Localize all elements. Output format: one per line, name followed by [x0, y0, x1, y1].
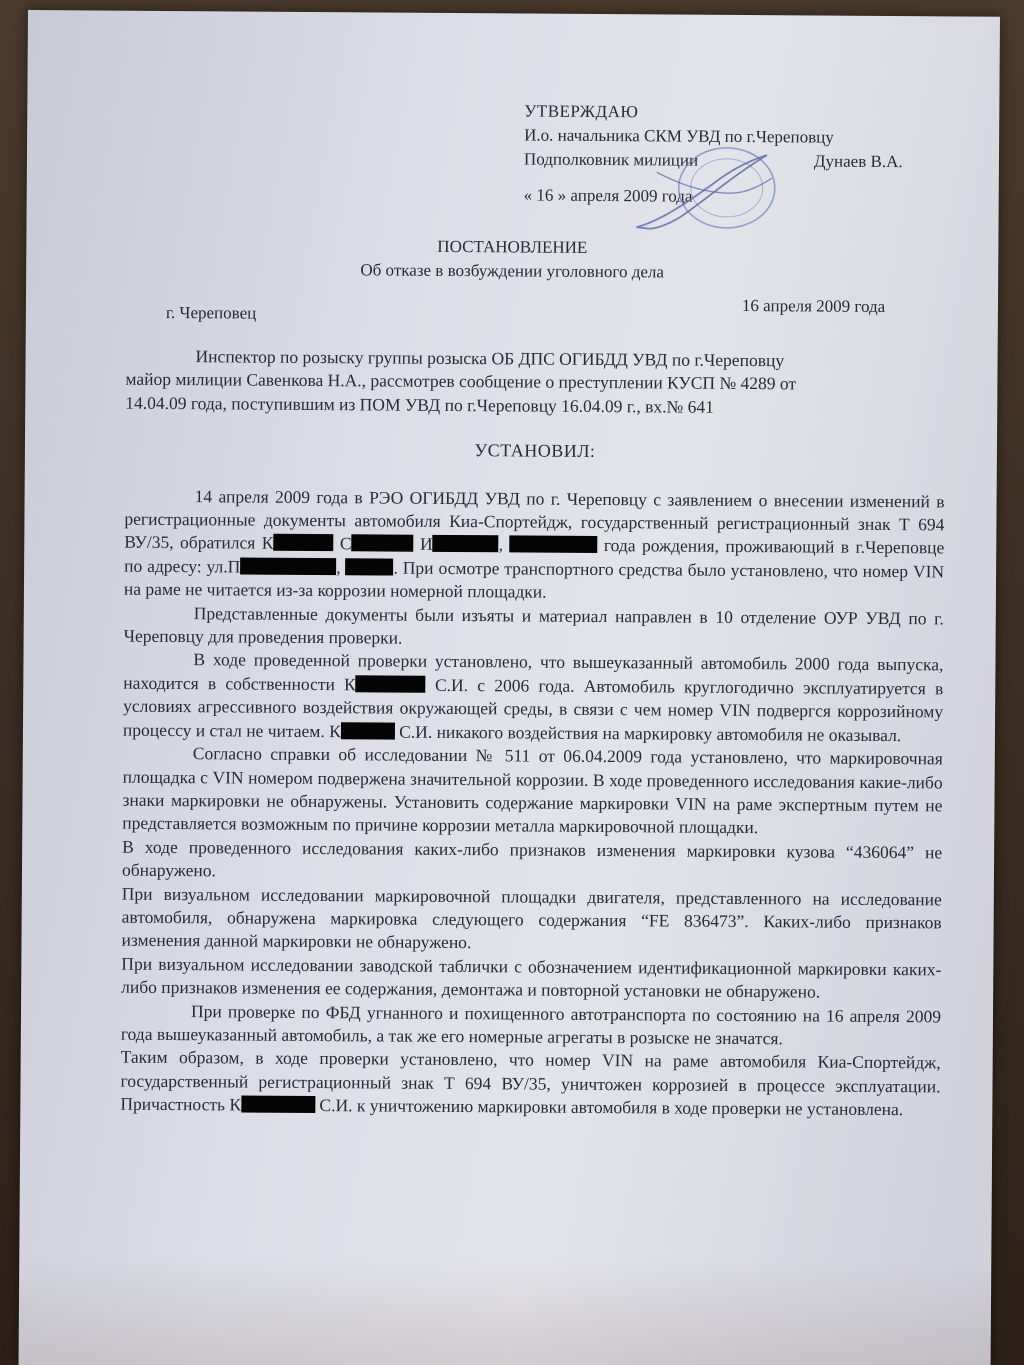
- intro-line3: 14.04.09 года, поступившим из ПОМ УВД по г.Череповцу 16.04.09 г., вх.№ 641: [125, 392, 714, 417]
- document-city: г. Череповец: [165, 302, 257, 323]
- intro-line1: Инспектор по розыску группы розыска ОБ ДПС ОГИБДД УВД по г.Череповцу: [195, 346, 785, 371]
- paragraph-1: [124, 484, 945, 607]
- document-page: [19, 10, 1000, 1365]
- paragraph-2: Представленные документы были изъяты и материал направлен в 10 отделение ОУР УВД по г. Череповцу для проведения проверки.: [123, 602, 944, 648]
- paragraph-3-text-b: С.И. с 2006 года. Автомобиль круглогодично эксплуатируется в условиях агрессивного воздействия окружающей среды, в связи с чем номер VIN подвергся коррозийному процессу и стал не читаем. К: [122, 674, 944, 741]
- document-type: ПОСТАНОВЛЕНИЕ: [437, 236, 588, 257]
- approval-date: « 16 » апреля 2009 года: [523, 185, 693, 206]
- signature-stamp-icon: [616, 132, 787, 253]
- paragraph-9: [120, 1046, 940, 1122]
- section-heading: УСТАНОВИЛ:: [474, 440, 596, 462]
- redaction-block: [273, 534, 333, 551]
- document-subject: Об отказе в возбуждении уголовного дела: [360, 260, 665, 282]
- approval-rank: Подполковник милиции: [523, 149, 699, 170]
- paragraph-1-text-e: года рождения, проживающий в г.Череповце по адресу: ул.П: [124, 535, 945, 577]
- redaction-block: [241, 1096, 315, 1114]
- redaction-block: [509, 536, 597, 554]
- paragraph-1-text-a: 14 апреля 2009 года в РЭО ОГИБДД УВД по г. Череповцу с заявлением о внесении изменений в регистрационные документы автомобиля Киа-Спортейдж, государственный регистрационный знак Т 694 ВУ/35, обратился К: [124, 485, 945, 554]
- paragraph-1-text-b: С: [333, 533, 352, 554]
- paragraph-1-text-d: ,: [498, 534, 510, 555]
- paragraph-9-text-a: Таким образом, в ходе проверки установлено, что номер VIN на раме автомобиля Киа-Спортейдж, государственный регистрационный знак Т 694 ВУ/35, уничтожен коррозией в процессе эксплуатации. Причастность К: [120, 1047, 941, 1115]
- document-body: [120, 345, 945, 1122]
- redaction-block: [352, 535, 414, 552]
- paragraph-5: В ходе проведенного исследования каких-либо признаков изменения маркировки кузова “436064” не обнаружено.: [121, 836, 943, 881]
- approval-heading: УТВЕРЖДАЮ: [524, 101, 639, 122]
- paragraph-1-text-c: И: [413, 534, 433, 555]
- redaction-block: [240, 557, 336, 575]
- redaction-block: [356, 675, 426, 692]
- paragraph-4: Согласно справки об исследовании № 511 от 06.04.2009 года установлено, что маркировочная площадка с VIN номером подвержена значительной коррозии. В ходе проведенного исследования какие-либо знаки маркировки не обнаружены. Установить содержание маркировки VIN на раме экспертным путем не представляется возможным по причине коррозии металла маркировочной площадки.: [122, 743, 943, 838]
- paragraph-8: При проверке по ФБД угнанного и похищенного автотранспорта по состоянию на 16 апреля 2009 года вышеуказанный автомобиль, а так же его номерные агрегаты в розыске не значатся.: [120, 1000, 942, 1049]
- paragraph-7: При визуальном исследовании заводской таблички с обозначением идентификационной маркировки каких-либо признаков изменения ее содержания, демонтажа и повторной установки не обнаружено.: [121, 953, 942, 1002]
- paragraph-3-text-a: В ходе проведенной проверки установлено, что вышеуказанный автомобиль 2000 года выпуска, находится в собственности К: [123, 649, 944, 695]
- paragraph-1-text-f: ,: [336, 557, 346, 578]
- document-date: 16 апреля 2009 года: [741, 295, 886, 316]
- paragraph-3-text-c: С.И. никакого воздействия на маркировку автомобиля не оказывал.: [394, 721, 902, 745]
- paragraph-1-text-g: . При осмотре транспортного средства было установлено, что номер VIN на раме не читается из-за коррозии номерной площадки.: [123, 557, 945, 602]
- redaction-block: [346, 558, 394, 575]
- approval-signer: Дунаев В.А.: [813, 151, 903, 172]
- paragraph-9-text-b: С.И. к уничтожению маркировки автомобиля в ходе проверки не установлена.: [315, 1095, 904, 1120]
- redaction-block: [341, 722, 395, 739]
- redaction-block: [433, 535, 499, 552]
- paragraph-6: При визуальном исследовании маркировочной площадки двигателя, представленного на исследование автомобиля, обнаружена маркировка следующего содержания “FE 836473”. Каких-либо признаков изменения данной маркировки не обнаружено.: [121, 883, 942, 953]
- approval-position-line1: И.о. начальника СКМ УВД по г.Череповцу: [524, 125, 834, 147]
- intro-line2: майор милиции Савенкова Н.А., рассмотрев сообщение о преступлении КУСП № 4289 от: [125, 369, 797, 394]
- paragraph-3: [123, 648, 944, 747]
